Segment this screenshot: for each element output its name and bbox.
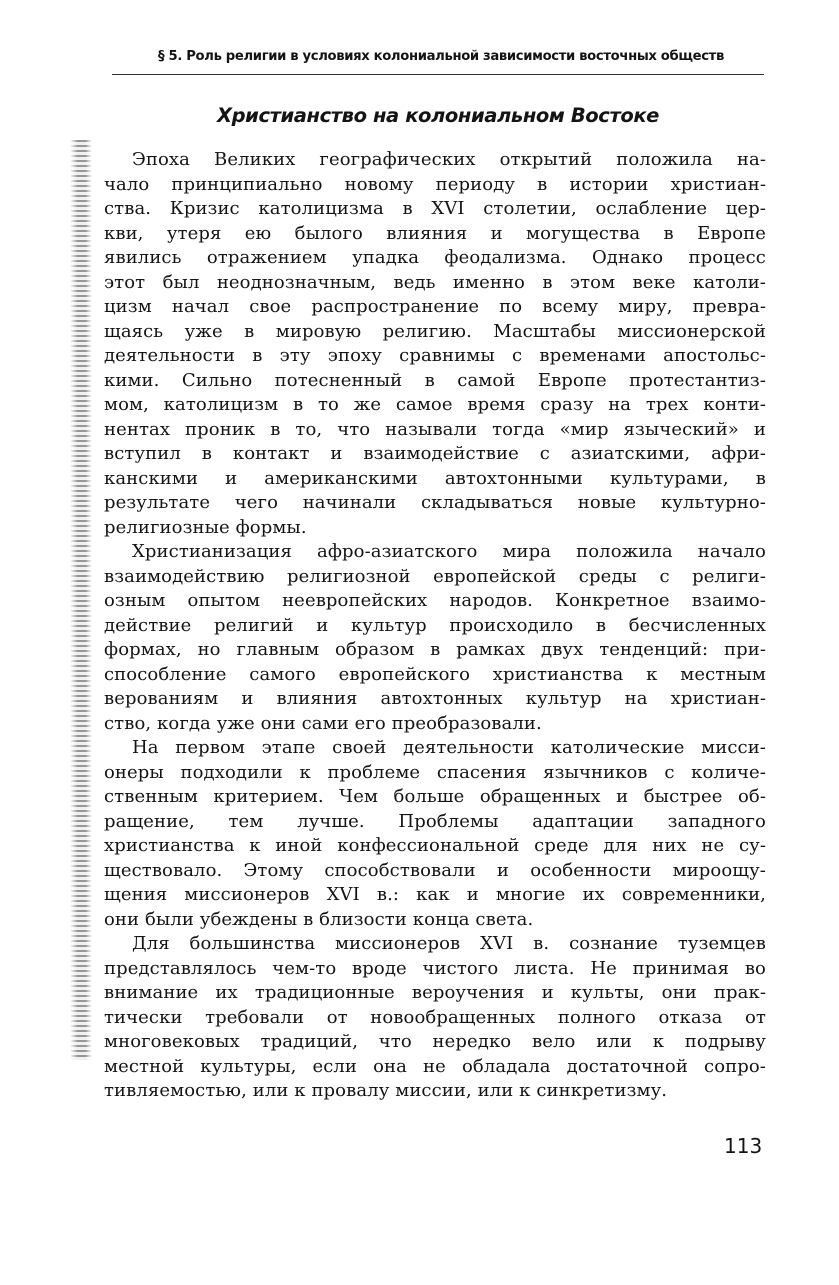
header-rule: [112, 74, 764, 75]
text-line: ства. Кризис католицизма в XVI столетии, ослабление цер-: [104, 198, 766, 219]
text-line: На первом этапе своей деятельности католические мисси-: [132, 737, 766, 758]
text-line: Для большинства миссионеров XVI в. сознание туземцев: [132, 933, 766, 954]
text-line: верованиям и влияния автохтонных культур на христиан-: [104, 688, 766, 709]
text-line: нентах проник в то, что называли тогда «мир языческий» и: [104, 418, 766, 440]
text-line: ство, когда уже они сами его преобразовали.: [104, 712, 542, 734]
scan-binding-shadow: [70, 140, 92, 1060]
text-line: деятельности в эту эпоху сравнимы с временами апостольс-: [104, 345, 766, 366]
text-line: онеры подходили к проблеме спасения язычников с количе-: [104, 761, 766, 783]
text-line: результате чего начинали складываться новые культурно-: [104, 492, 766, 513]
text-line: местной культуры, если она не обладала достаточной сопро-: [104, 1055, 766, 1077]
text-line: христианства к иной конфессиональной среде для них не су-: [104, 835, 766, 856]
text-line: вступил в контакт и взаимодействие с азиатскими, афри-: [104, 443, 766, 464]
text-line: тически требовали от новообращенных полного отказа от: [104, 1006, 766, 1028]
text-line: многовековых традиций, что нередко вело или к подрыву: [104, 1031, 766, 1052]
text-line: щения миссионеров XVI в.: как и многие их современники,: [104, 884, 766, 905]
text-line: Эпоха Великих географических открытий положила на-: [132, 149, 766, 170]
text-line: ращение, тем лучше. Проблемы адаптации западного: [104, 810, 766, 832]
text-line: религиозные формы.: [104, 516, 307, 538]
text-line: тивляемостью, или к провалу миссии, или к синкретизму.: [104, 1080, 668, 1101]
paragraph: [104, 932, 766, 1104]
text-line: чало принципиально новому периоду в истории христиан-: [104, 173, 766, 195]
text-line: формах, но главным образом в рамках двух тенденций: при-: [104, 639, 766, 660]
text-line: кви, утеря ею былого влияния и могущества в Европе: [104, 222, 766, 244]
running-header: § 5. Роль религии в условиях колониальной зависимости восточных обществ: [158, 49, 724, 64]
text-line: канскими и американскими автохтонными культурами, в: [104, 467, 766, 489]
text-line: способление самого европейского христианства к местным: [104, 663, 766, 685]
section-title: Христианство на колониальном Востоке: [216, 104, 659, 127]
text-line: мом, католицизм в то же самое время сразу на трех конти-: [104, 394, 766, 415]
text-line: цизм начал свое распространение по всему миру, превра-: [104, 296, 766, 317]
body-text: [104, 148, 766, 1104]
text-line: ственным критерием. Чем больше обращенных и быстрее об-: [104, 786, 766, 807]
text-line: Христианизация афро-азиатского мира положила начало: [132, 541, 766, 562]
text-line: представлялось чем-то вроде чистого листа. Не принимая во: [104, 957, 766, 979]
text-line: ществовало. Этому способствовали и особенности мироощу-: [104, 859, 766, 881]
text-line: озным опытом неевропейских народов. Конкретное взаимо-: [104, 590, 766, 611]
text-line: они были убеждены в близости конца света.: [104, 908, 534, 930]
text-line: действие религий и культур происходило в бесчисленных: [104, 614, 766, 636]
text-line: взаимодействию религиозной европейской среды с религи-: [104, 565, 766, 587]
paragraph: [104, 736, 766, 932]
text-line: кими. Сильно потесненный в самой Европе протестантиз-: [104, 369, 766, 391]
paragraph: [104, 540, 766, 736]
text-line: явились отражением упадка феодализма. Однако процесс: [104, 247, 766, 268]
text-line: щаясь уже в мировую религию. Масштабы миссионерской: [104, 320, 766, 342]
text-line: внимание их традиционные вероучения и культы, они прак-: [104, 982, 766, 1003]
paragraph: [104, 148, 766, 540]
page-number: 113: [724, 1134, 763, 1158]
text-line: этот был неоднозначным, ведь именно в этом веке католи-: [104, 271, 766, 293]
